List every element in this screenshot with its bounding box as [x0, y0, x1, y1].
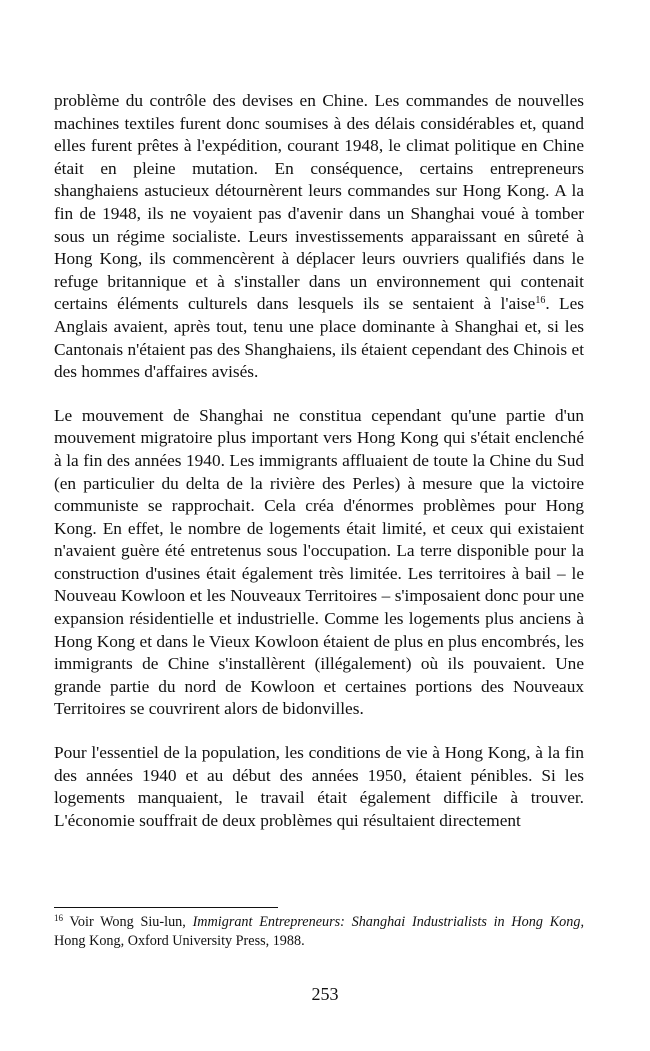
footnote-reference[interactable]: 16 [535, 295, 546, 307]
footnote-suffix: , Hong Kong, Oxford University Press, 1988. [54, 914, 584, 949]
paragraph-1 [54, 90, 584, 384]
paragraph-2: Le mouvement de Shanghai ne constitua cependant qu'une partie d'un mouvement migratoire plus important vers Hong Kong qui s'était enclenché à la fin des années 1940. Les immigrants affluaient de toute la Chine du Sud (en particulier du delta de la rivière des Perles) à mesure que la victoire communiste se rapprochait. Cela créa d'énormes problèmes pour Hong Kong. En effet, le nombre de logements était limité, et ceux qui existaient n'avaient guère été entretenus sous l'occupation. La terre disponible pour la construction d'usines était également très limitée. Les territoires à bail – le Nouveau Kowloon et les Nouveaux Territoires – s'imposaient donc pour une expansion résidentielle et industrielle. Comme les logements plus anciens à Hong Kong et dans le Vieux Kowloon étaient de plus en plus encombrés, les immigrants de Chine s'installèrent (illégalement) où ils pouvaient. Une grande partie du nord de Kowloon et certaines portions des Nouveaux Territoires se couvrirent alors de bidonvilles. [54, 405, 584, 719]
footnote-prefix: Voir Wong Siu-lun, [63, 914, 193, 930]
paragraph-1-text: problème du contrôle des devises en Chine. Les commandes de nouvelles machines textiles furent donc soumises à des délais considérables et, quand elles furent prêtes à l'expédition, courant 1948, le climat politique en Chine était en pleine mutation. En conséquence, certains entrepreneurs shanghaiens astucieux détournèrent leurs commandes sur Hong Kong. A la fin de 1948, ils ne voyaient pas d'avenir dans un Shanghai voué à tomber sous un régime socialiste. Leurs investissements apparaissant en sûreté à Hong Kong, ils commencèrent à déplacer leurs ouvriers qualifiés dans le refuge britannique et à s'installer dans un environnement qui contenait certains éléments culturels dans lesquels ils se sentaient à l'aise [54, 91, 584, 314]
main-text [54, 90, 584, 832]
footnote [54, 913, 584, 951]
page-number: 253 [311, 984, 339, 1004]
footnote-number: 16 [54, 913, 63, 923]
paragraph-3: Pour l'essentiel de la population, les conditions de vie à Hong Kong, à la fin des années 1940 et au début des années 1950, étaient pénibles. Si les logements manquaient, le travail était également difficile à trouver. L'économie souffrait de deux problèmes qui résultaient directement [54, 743, 584, 830]
footnote-book-title: Immigrant Entrepreneurs: Shanghai Industrialists in Hong Kong [192, 914, 581, 930]
footnote-divider [54, 907, 278, 908]
paragraph-1-text-continued: . Les Anglais avaient, après tout, tenu une place dominante à Shanghai et, si les Cantonais n'étaient pas des Shanghaiens, ils étaient cependant des Chinois et des hommes d'affaires avisés. [54, 294, 584, 382]
